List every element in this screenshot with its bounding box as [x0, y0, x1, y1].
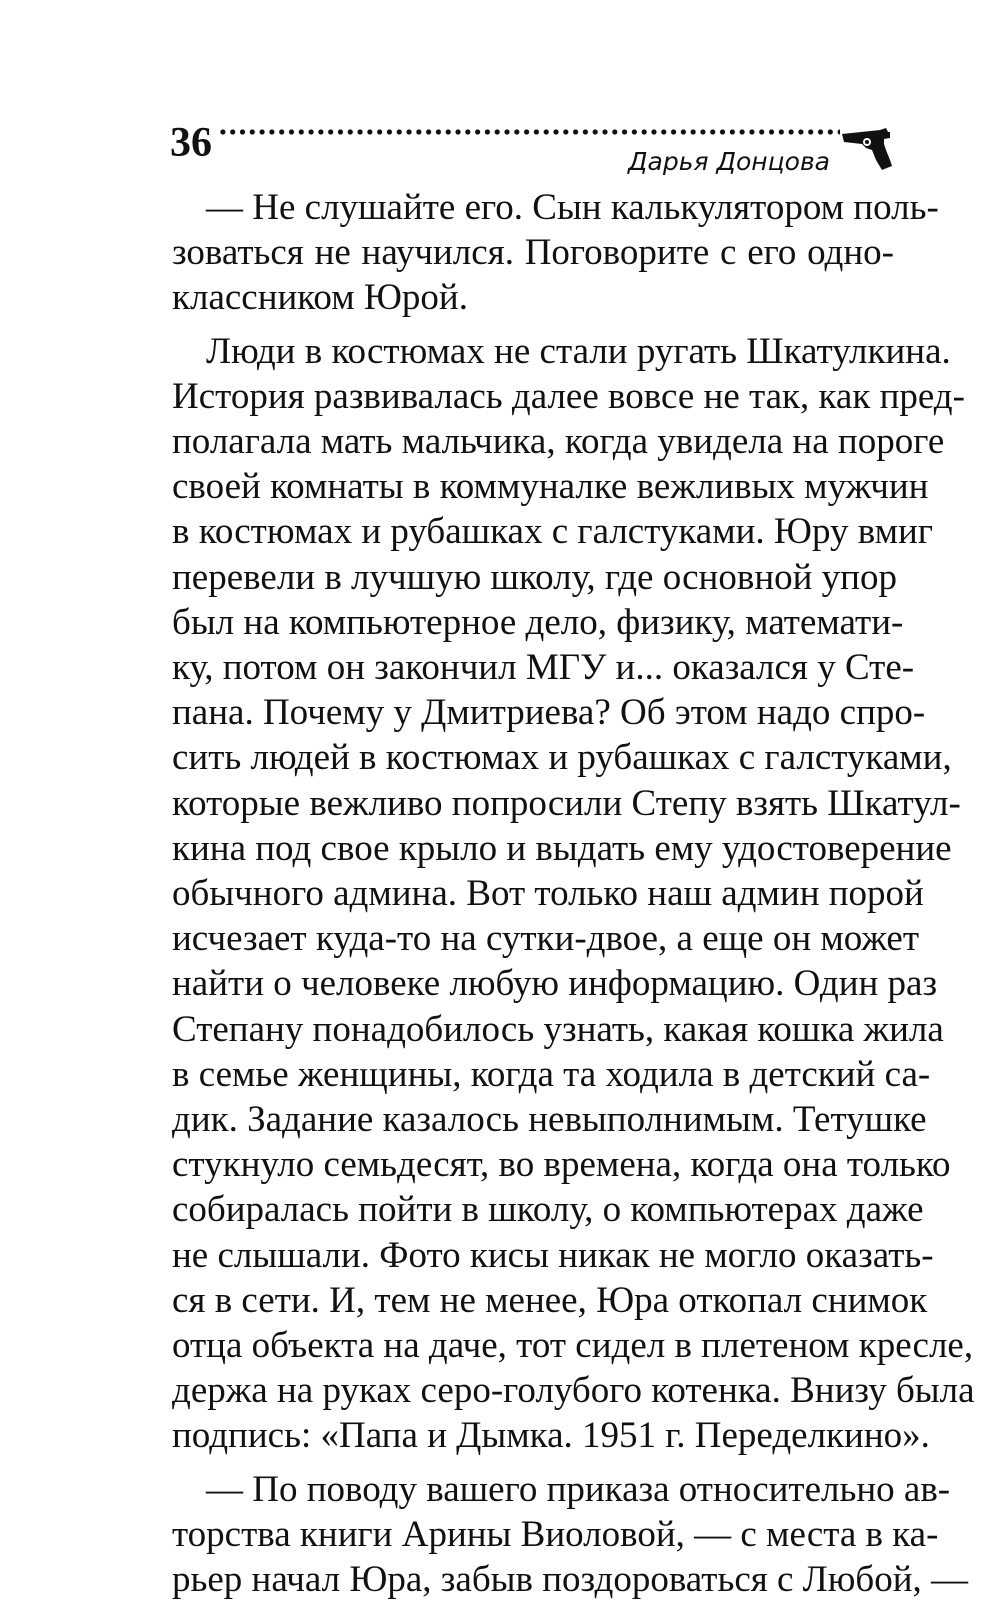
- revolver-icon: [840, 124, 896, 172]
- paragraph-3: [172, 1467, 969, 1602]
- text-line: зоваться не научился. Поговорите с его одно-: [172, 232, 894, 274]
- text-line: своей комнаты в коммуналке вежливых мужчин: [172, 466, 929, 508]
- paragraph-2: [172, 329, 975, 1459]
- text-line: обычного админа. Вот только наш админ порой: [172, 873, 924, 915]
- text-line: найти о человеке любую информацию. Один раз: [172, 963, 938, 1005]
- text-line: ку, потом он закончил МГУ и... оказался у Сте-: [172, 647, 915, 689]
- text-line: ся в сети. И, тем не менее, Юра откопал снимок: [172, 1279, 928, 1321]
- text-line: в семье женщины, когда та ходила в детский са-: [172, 1053, 931, 1095]
- text-line: — Не слушайте его. Сын калькулятором поль-: [206, 187, 939, 228]
- header-dotted-rule: [218, 128, 840, 136]
- text-line: в костюмах и рубашках с галстуками. Юру вмиг: [172, 511, 933, 553]
- text-line: полагала мать мальчика, когда увидела на пороге: [172, 421, 945, 463]
- body-text: [172, 185, 975, 1602]
- text-line: классником Юрой.: [172, 277, 468, 319]
- text-line: перевели в лучшую школу, где основной упор: [172, 556, 897, 598]
- text-line: собиралась пойти в школу, о компьютерах даже: [172, 1189, 924, 1231]
- text-line: не слышали. Фото кисы никак не могло оказать-: [172, 1234, 934, 1276]
- text-line: сить людей в костюмах и рубашках с галстуками,: [172, 737, 952, 779]
- text-line: исчезает куда-то на сутки-двое, а еще он может: [172, 918, 920, 960]
- running-head-author: Дарья Донцова: [628, 147, 830, 176]
- text-line: дик. Задание казалось невыполнимым. Тетушке: [172, 1099, 927, 1141]
- text-line: отца объекта на даче, тот сидел в плетеном кресле,: [172, 1325, 974, 1367]
- text-line: торства книги Арины Виоловой, — с места в ка-: [172, 1513, 939, 1555]
- paragraph-1: [172, 185, 939, 321]
- text-line: пана. Почему у Дмитриева? Об этом надо спро-: [172, 692, 926, 734]
- text-line: стукнуло семьдесят, во времена, когда она только: [172, 1144, 951, 1186]
- text-line: рьер начал Юра, забыв поздороваться с Любой, —: [172, 1559, 969, 1601]
- text-line: держа на руках серо-голубого котенка. Внизу была: [172, 1370, 975, 1412]
- text-line: История развивалась далее вовсе не так, как пред-: [172, 375, 965, 417]
- text-line: Степану понадобилось узнать, какая кошка жила: [172, 1008, 944, 1050]
- text-line: был на компьютерное дело, физику, математи-: [172, 601, 904, 643]
- text-line: — По поводу вашего приказа относительно ав-: [206, 1468, 951, 1510]
- text-line: кина под свое крыло и выдать ему удостоверение: [172, 827, 952, 869]
- text-line: подпись: «Папа и Дымка. 1951 г. Переделкино».: [172, 1415, 930, 1457]
- text-line: которые вежливо попросили Степу взять Шкатул-: [172, 782, 961, 824]
- page-number: 36: [170, 120, 212, 166]
- text-line: Люди в костюмах не стали ругать Шкатулкина.: [206, 330, 951, 372]
